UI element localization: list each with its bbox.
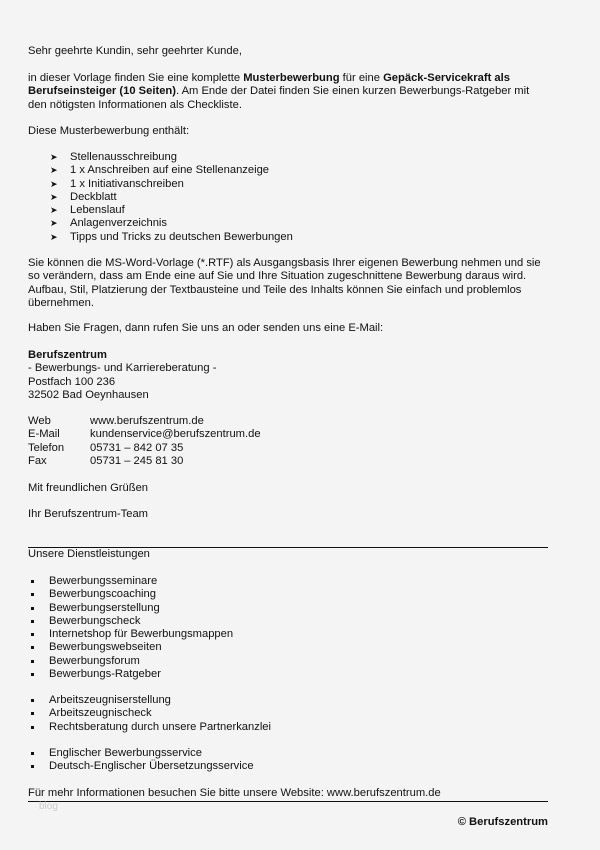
service-item-label: Englischer Bewerbungsservice (49, 747, 202, 759)
service-item (28, 668, 548, 681)
contact-value: 05731 – 245 81 30 (90, 454, 184, 467)
service-item-label: Bewerbungsforum (49, 654, 140, 667)
service-item (28, 588, 548, 601)
square-bullet-icon (31, 633, 34, 636)
services-list-1 (28, 575, 548, 681)
copyright: © Berufszentrum (457, 816, 548, 828)
square-bullet-icon (31, 660, 34, 663)
service-item (28, 760, 548, 773)
contact-label: Telefon (28, 441, 65, 454)
services-list-3 (28, 747, 548, 774)
service-item (28, 694, 548, 707)
arrow-bullet-icon: ➤ (50, 218, 58, 229)
contact-value: www.berufszentrum.de (90, 415, 204, 427)
closing: Mit freundlichen Grüßen (28, 482, 149, 494)
services-heading: Unsere Dienstleistungen (28, 548, 150, 560)
contents-item-label: 1 x Anschreiben auf eine Stellenanzeige (70, 164, 270, 177)
square-bullet-icon (31, 712, 34, 715)
contents-item (28, 231, 548, 244)
contact-value: 05731 – 842 07 35 (90, 441, 184, 454)
contents-item-label: Tipps und Tricks zu deutschen Bewerbungen (70, 230, 293, 243)
service-item-label: Deutsch-Englischer Übersetzungsservice (49, 760, 254, 773)
contact-label: Web (28, 415, 51, 427)
service-item-label: Bewerbungserstellung (49, 601, 160, 614)
questions-text: Haben Sie Fragen, dann rufen Sie uns an oder senden uns eine E-Mail: (28, 322, 384, 334)
square-bullet-icon (31, 673, 34, 676)
service-item-label: Rechtsberatung durch unsere Partnerkanzlei (49, 720, 272, 733)
arrow-bullet-icon: ➤ (50, 165, 58, 176)
service-item-label: Arbeitszeugnischeck (49, 707, 152, 720)
service-item-label: Bewerbungscheck (49, 614, 141, 627)
service-item (28, 707, 548, 720)
service-item-label: Bewerbungs-Ratgeber (49, 668, 161, 681)
service-item-label: Bewerbungswebseiten (49, 641, 162, 654)
service-item (28, 721, 548, 734)
company-name: Berufszentrum (28, 349, 107, 361)
contact-table (28, 415, 548, 468)
address-block (28, 349, 548, 402)
square-bullet-icon (31, 765, 34, 768)
square-bullet-icon (31, 607, 34, 610)
contents-item (28, 178, 548, 191)
square-bullet-icon (31, 752, 34, 755)
intro-text: in dieser Vorlage finden Sie eine komplette (28, 72, 244, 84)
usage-paragraph: Sie können die MS-Word-Vorlage (*.RTF) als Ausgangsbasis Ihrer eigenen Bewerbung nehmen und sie so verändern, dass am Ende eine auf Sie und Ihre Situation zugeschnittene Bewerbung daraus wird. Aufbau, Stil, Platzierung der Textbausteine und Teile des Inhalts können Sie einfach und problemlos übernehmen. (28, 257, 541, 309)
contact-value: kundenservice@berufszentrum.de (90, 428, 261, 441)
contents-item (28, 217, 548, 230)
contents-item (28, 151, 548, 164)
square-bullet-icon (31, 726, 34, 729)
service-item (28, 747, 548, 760)
company-subtitle: - Bewerbungs- und Karriereberatung - (28, 362, 217, 375)
intro-bold-2: Gepäck-Servicekraft als Berufseinsteiger (10 Seiten) (28, 72, 510, 98)
square-bullet-icon (31, 580, 34, 583)
service-item-label: Bewerbungscoaching (49, 588, 156, 601)
square-bullet-icon (31, 593, 34, 596)
contact-row (28, 428, 548, 441)
contents-item (28, 191, 548, 204)
signature: Ihr Berufszentrum-Team (28, 508, 148, 520)
contact-label: Fax (28, 454, 47, 467)
arrow-bullet-icon: ➤ (50, 205, 58, 216)
intro-bold-1: Musterbewerbung (243, 72, 340, 84)
service-item (28, 602, 548, 615)
contents-item-label: 1 x Initiativanschreiben (70, 177, 184, 190)
contact-label: E-Mail (28, 428, 60, 441)
service-item (28, 655, 548, 668)
contents-heading: Diese Musterbewerbung enthält: (28, 125, 190, 137)
arrow-bullet-icon: ➤ (50, 191, 58, 202)
intro-paragraph (28, 72, 548, 112)
arrow-bullet-icon: ➤ (50, 231, 58, 242)
service-item (28, 615, 548, 628)
intro-text: für eine (339, 72, 384, 84)
service-item-label: Arbeitszeugniserstellung (49, 694, 171, 706)
service-item-label: Bewerbungsseminare (49, 575, 158, 587)
service-item (28, 641, 548, 654)
divider (28, 801, 548, 802)
contact-row (28, 415, 548, 428)
service-item-label: Internetshop für Bewerbungsmappen (49, 628, 234, 641)
contents-item (28, 204, 548, 217)
contact-row (28, 455, 548, 468)
contents-item (28, 164, 548, 177)
square-bullet-icon (31, 699, 34, 702)
service-item (28, 628, 548, 641)
contents-item-label: Stellenausschreibung (70, 151, 177, 163)
contents-list (28, 151, 548, 244)
service-item (28, 575, 548, 588)
contents-item-label: Lebenslauf (70, 204, 125, 217)
arrow-bullet-icon: ➤ (50, 152, 58, 162)
watermark: blog (39, 801, 58, 812)
arrow-bullet-icon: ➤ (50, 178, 58, 189)
salutation: Sehr geehrte Kundin, sehr geehrter Kunde, (28, 45, 242, 57)
po-box: Postfach 100 236 (28, 375, 116, 388)
contact-row (28, 442, 548, 455)
square-bullet-icon (31, 620, 34, 623)
city: 32502 Bad Oeynhausen (28, 388, 149, 401)
more-info: Für mehr Informationen besuchen Sie bitte unsere Website: www.berufszentrum.de (28, 787, 441, 799)
square-bullet-icon (31, 646, 34, 649)
services-list-2 (28, 694, 548, 734)
contents-item-label: Deckblatt (70, 190, 117, 203)
contents-item-label: Anlagenverzeichnis (70, 217, 168, 230)
intro-text: . Am Ende der Datei finden Sie einen kurzen Bewerbungs-Ratgeber mit den nötigsten Informationen als Checkliste. (28, 85, 530, 111)
